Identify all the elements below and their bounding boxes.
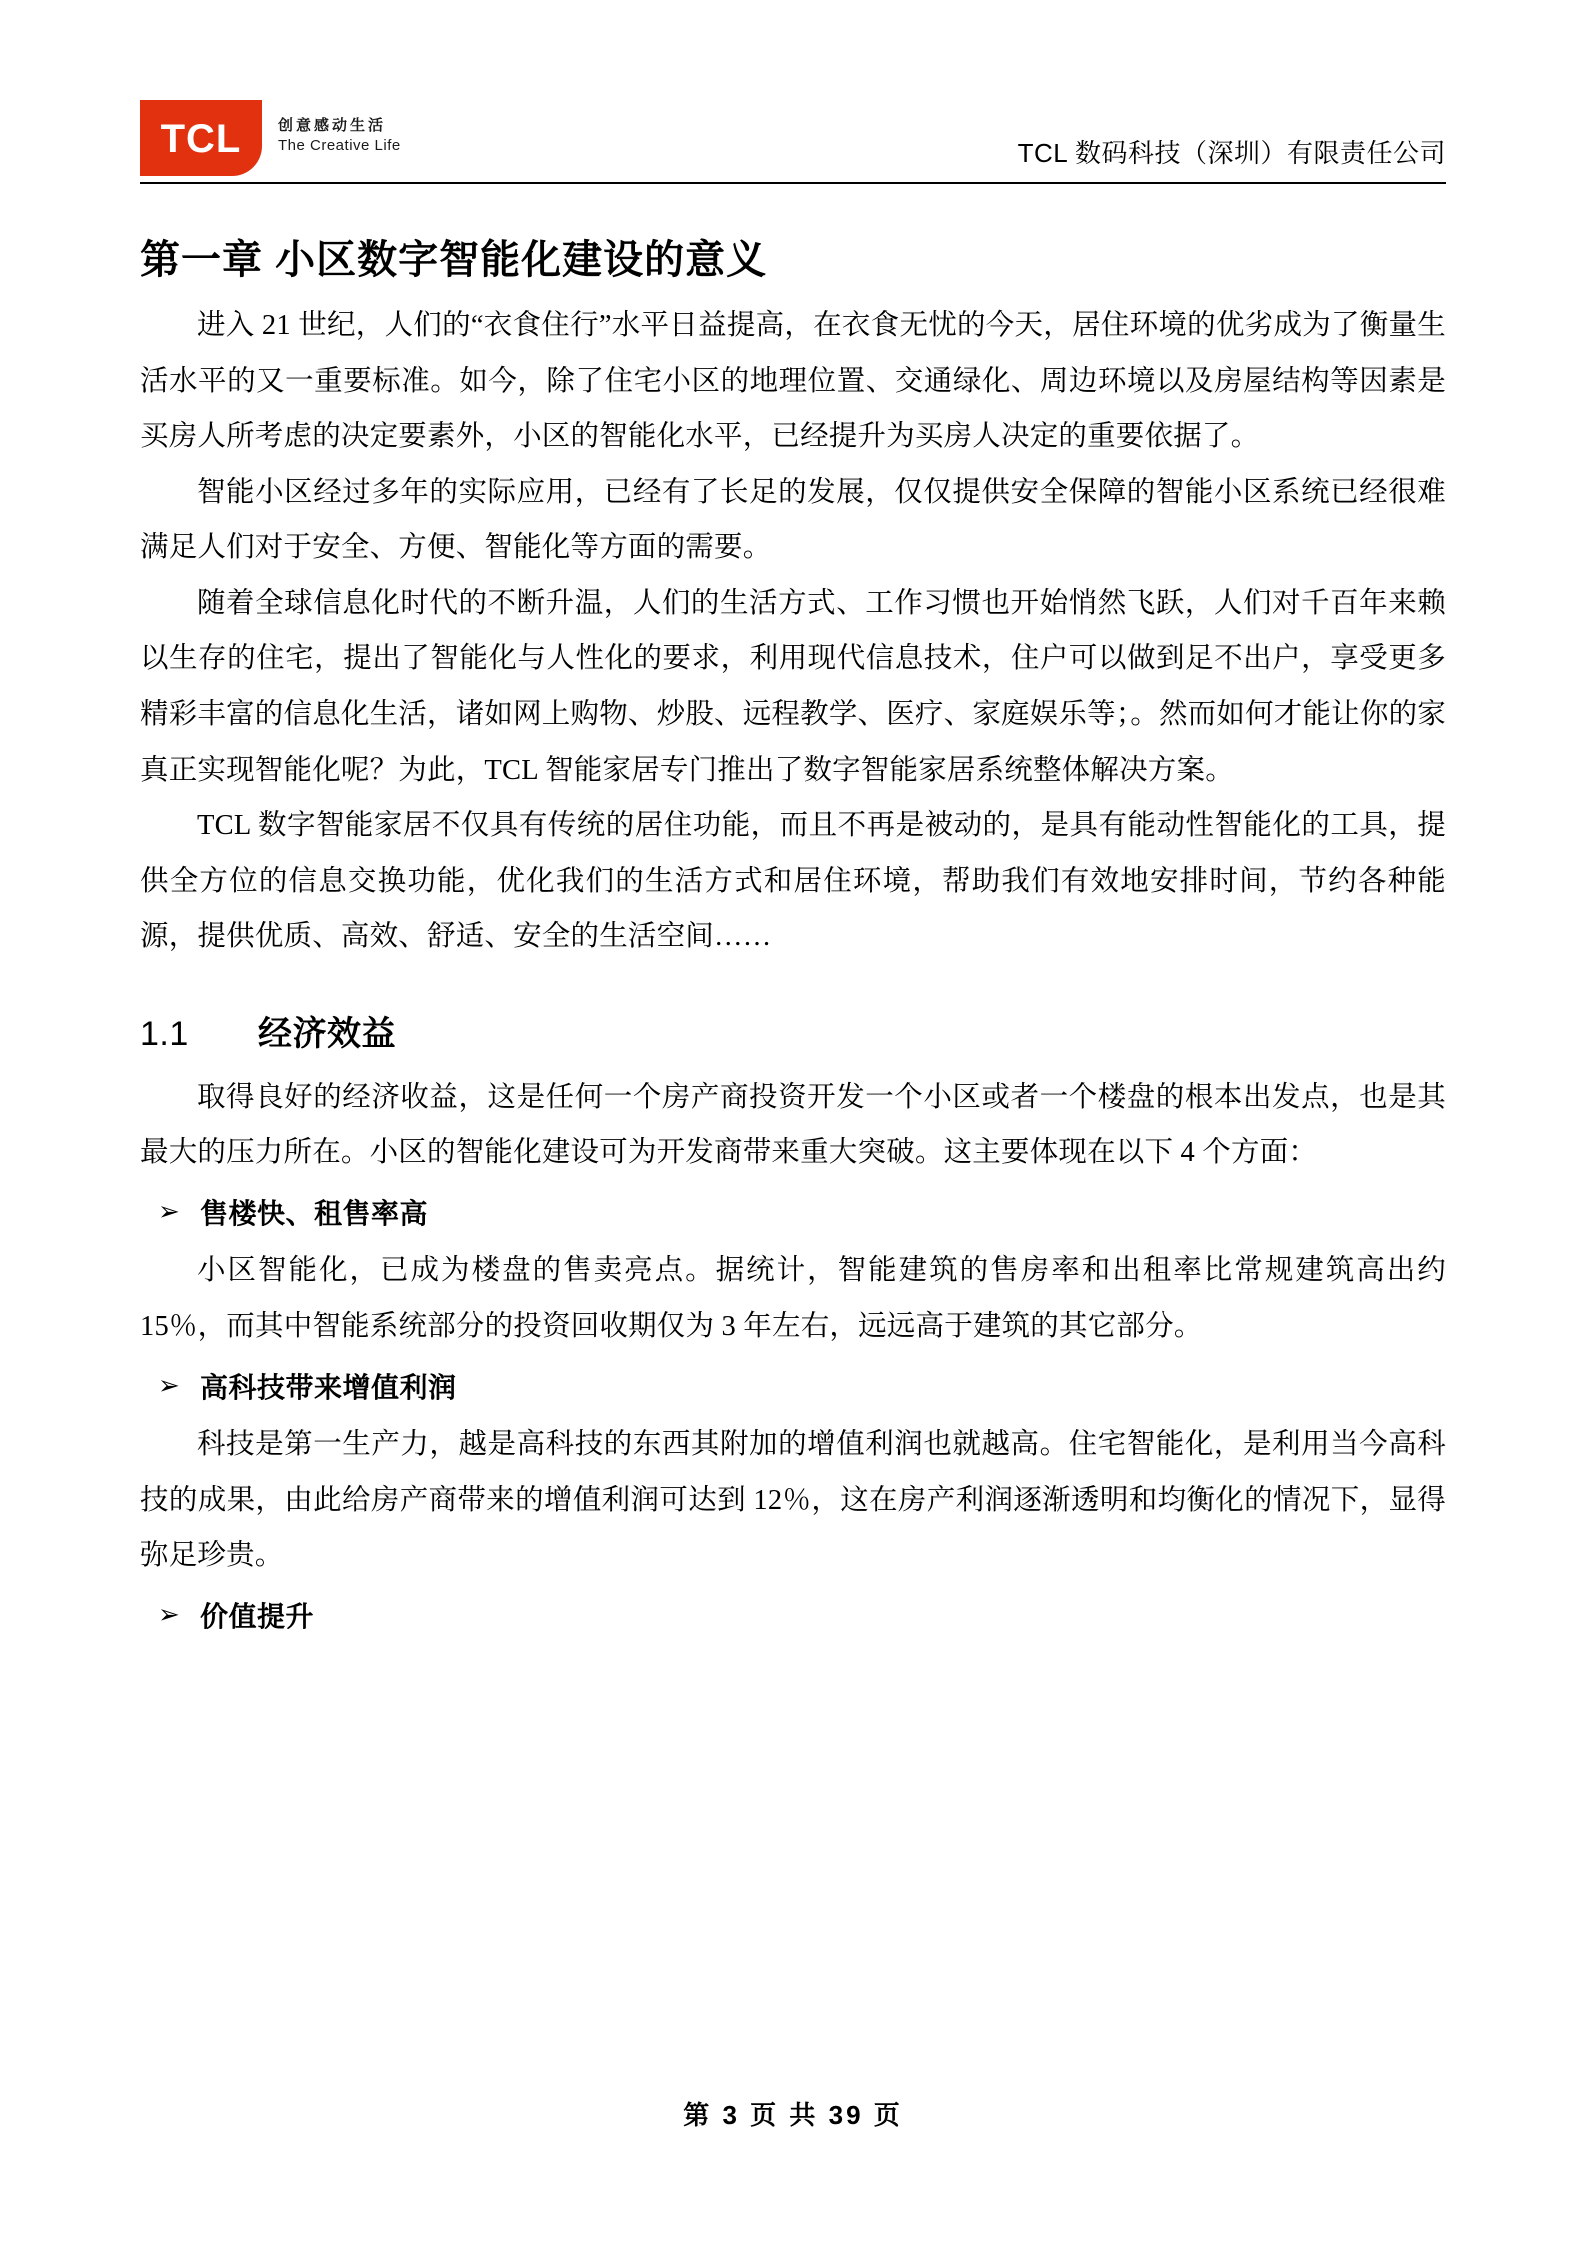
benefits-list (140, 1187, 1446, 1242)
section-number: 1.1 (140, 1014, 189, 1053)
section-label: 经济效益 (258, 1014, 396, 1053)
page-footer: 第 3 页 共 39 页 (683, 2100, 903, 2130)
paragraph-1: 进入 21 世纪，人们的“衣食住行”水平日益提高，在衣食无忧的今天，居住环境的优劣成为了衡量生活水平的又一重要标准。如今，除了住宅小区的地理位置、交通绿化、周边环境以及房屋结构等因素是买房人所考虑的决定要素外，小区的智能化水平，已经提升为买房人决定的重要依据了。 (140, 310, 1446, 453)
paragraph-2: 智能小区经过多年的实际应用，已经有了长足的发展，仅仅提供安全保障的智能小区系统已经很难满足人们对于安全、方便、智能化等方面的需要。 (140, 476, 1446, 564)
arrow-bullet-icon: ➢ (158, 1370, 181, 1401)
chapter-title: 第一章 小区数字智能化建设的意义 (140, 238, 768, 282)
benefits-list-2 (140, 1361, 1446, 1416)
list-item-label: 高科技带来增值利润 (200, 1371, 457, 1403)
document-content (140, 230, 1446, 1646)
section-intro-paragraph: 取得良好的经济收益，这是任何一个房产商投资开发一个小区或者一个楼盘的根本出发点，也是其最大的压力所在。小区的智能化建设可为开发商带来重大突破。这主要体现在以下 4 个方面： (140, 1081, 1446, 1169)
page-header (140, 78, 1446, 178)
tagline-chinese: 创意感动生活 (278, 116, 387, 134)
list-item-label: 价值提升 (200, 1600, 315, 1632)
tcl-logo-wordmark: TCL (160, 117, 242, 161)
list-item (140, 1187, 1446, 1242)
list-item (140, 1361, 1446, 1416)
arrow-bullet-icon: ➢ (158, 1599, 181, 1630)
paragraph-4: TCL 数字智能家居不仅具有传统的居住功能，而且不再是被动的，是具有能动性智能化的工具，提供全方位的信息交换功能，优化我们的生活方式和居住环境，帮助我们有效地安排时间，节约各种能源，提供优质、高效、舒适、安全的生活空间…… (140, 810, 1446, 953)
tcl-logo-mark (140, 100, 262, 176)
header-divider (140, 182, 1446, 184)
header-company-name: TCL 数码科技（深圳）有限责任公司 (1017, 138, 1446, 168)
list-item-label: 售楼快、租售率高 (200, 1197, 429, 1229)
paragraph-3: 随着全球信息化时代的不断升温，人们的生活方式、工作习惯也开始悄然飞跃，人们对千百年来赖以生存的住宅，提出了智能化与人性化的要求，利用现代信息技术，住户可以做到足不出户，享受更多精彩丰富的信息化生活，诸如网上购物、炒股、远程教学、医疗、家庭娱乐等；。然而如何才能让你的家真正实现智能化呢？为此，TCL 智能家居专门推出了数字智能家居系统整体解决方案。 (140, 587, 1446, 786)
tagline-english: The Creative Life (278, 137, 401, 154)
tcl-logo (140, 100, 401, 178)
bullet-2-body: 科技是第一生产力，越是高科技的东西其附加的增值利润也就越高。住宅智能化，是利用当今高科技的成果，由此给房产商带来的增值利润可达到 12％，这在房产利润逐渐透明和均衡化的情况下，显得弥足珍贵。 (140, 1429, 1446, 1572)
bullet-1-body: 小区智能化，已成为楼盘的售卖亮点。据统计，智能建筑的售房率和出租率比常规建筑高出约 15％，而其中智能系统部分的投资回收期仅为 3 年左右，远远高于建筑的其它部分。 (140, 1255, 1446, 1343)
list-item (140, 1590, 1446, 1645)
benefits-list-3 (140, 1590, 1446, 1645)
arrow-bullet-icon: ➢ (158, 1196, 181, 1227)
section-title-1-1 (140, 1009, 1446, 1060)
tcl-logo-tagline (278, 116, 401, 161)
